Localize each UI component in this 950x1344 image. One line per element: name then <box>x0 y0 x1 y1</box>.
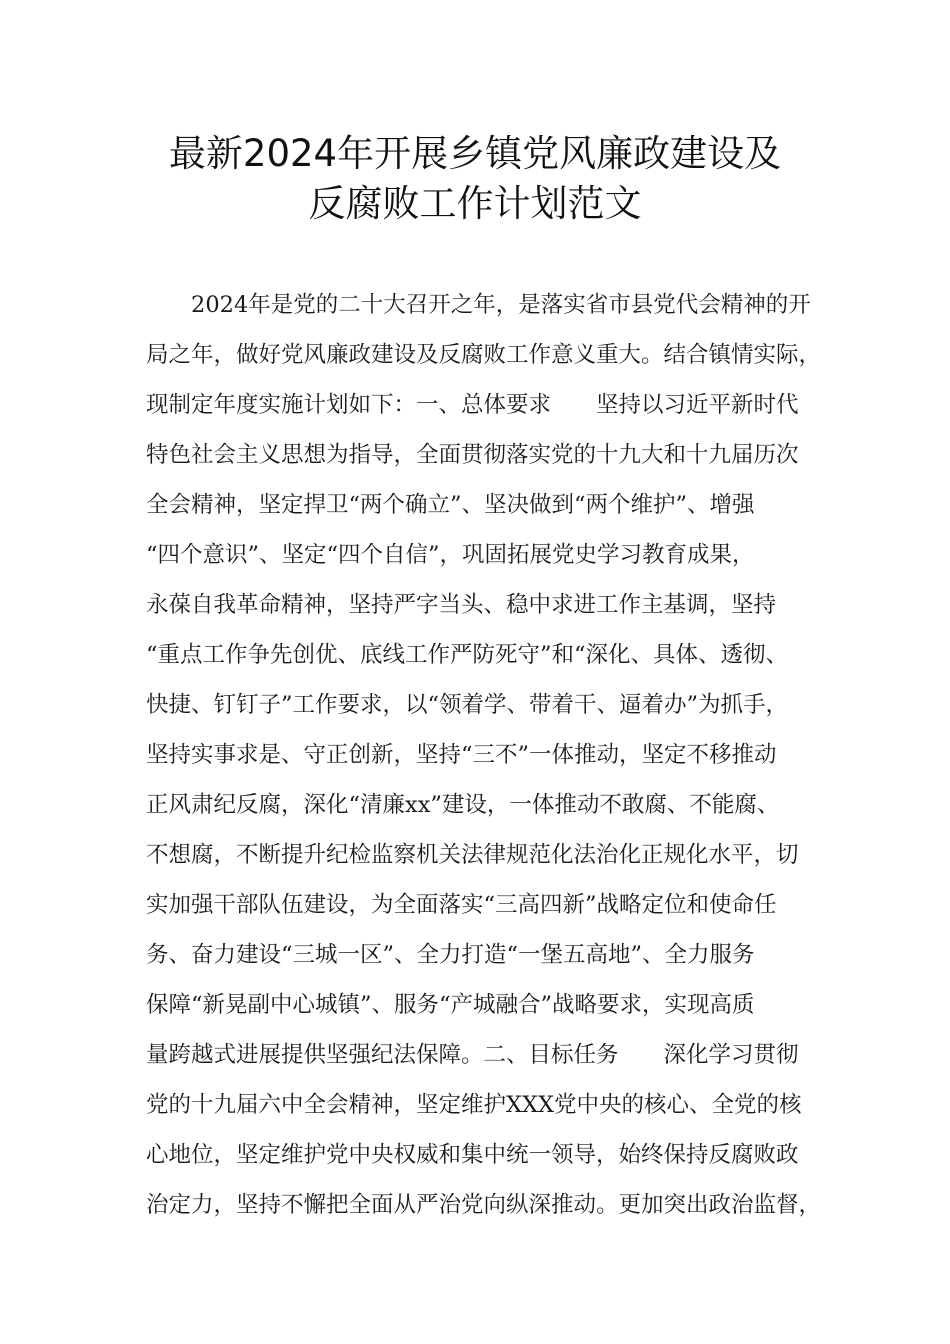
body-line: 坚持实事求是、守正创新，坚持“三不”一体推动，坚定不移推动 <box>146 742 777 768</box>
body-line: 现制定年度实施计划如下：一、总体要求 坚持以习近平新时代 <box>146 392 799 418</box>
body-line: “重点工作争先创优、底线工作严防死守”和“深化、具体、透彻、 <box>146 642 789 668</box>
body-line: 特色社会主义思想为指导，全面贯彻落实党的十九大和十九届历次 <box>146 442 799 468</box>
body-line: 正风肃纪反腐，深化“清廉xx”建设，一体推动不敢腐、不能腐、 <box>146 792 780 818</box>
body-line: 务、奋力建设“三城一区”、全力打造“一堡五高地”、全力服务 <box>146 942 755 968</box>
body-line: 2024年是党的二十大召开之年，是落实省市县党代会精神的开 <box>146 292 811 318</box>
body-line: 心地位，坚定维护党中央权威和集中统一领导，始终保持反腐败政 <box>146 1142 799 1168</box>
body-line: 实加强干部队伍建设，为全面落实“三高四新”战略定位和使命任 <box>146 892 777 918</box>
body-line: 党的十九届六中全会精神，坚定维护XXX党中央的核心、全党的核 <box>146 1092 802 1118</box>
body-line: 不想腐，不断提升纪检监察机关法律规范化法治化正规化水平，切 <box>146 842 799 868</box>
body-line: 永葆自我革命精神，坚持严字当头、稳中求进工作主基调，坚持 <box>146 592 777 618</box>
body-line: 治定力，坚持不懈把全面从严治党向纵深推动。更加突出政治监督， <box>146 1192 822 1218</box>
body-line: 保障“新晃副中心城镇”、服务“产城融合”战略要求，实现高质 <box>146 992 755 1018</box>
document-title-line-1: 最新2024年开展乡镇党风廉政建设及 <box>168 132 782 175</box>
body-line: 局之年，做好党风廉政建设及反腐败工作意义重大。结合镇情实际， <box>146 342 822 368</box>
body-line: 全会精神，坚定捍卫“两个确立”、坚决做到“两个维护”、增强 <box>146 492 755 518</box>
body-line: 量跨越式进展提供坚强纪法保障。二、目标任务 深化学习贯彻 <box>146 1042 799 1068</box>
document-title-line-2: 反腐败工作计划范文 <box>308 182 642 225</box>
body-line: “四个意识”、坚定“四个自信”，巩固拓展党史学习教育成果， <box>146 542 755 568</box>
body-line: 快捷、钉钉子”工作要求，以“领着学、带着干、逼着办”为抓手， <box>146 692 789 718</box>
